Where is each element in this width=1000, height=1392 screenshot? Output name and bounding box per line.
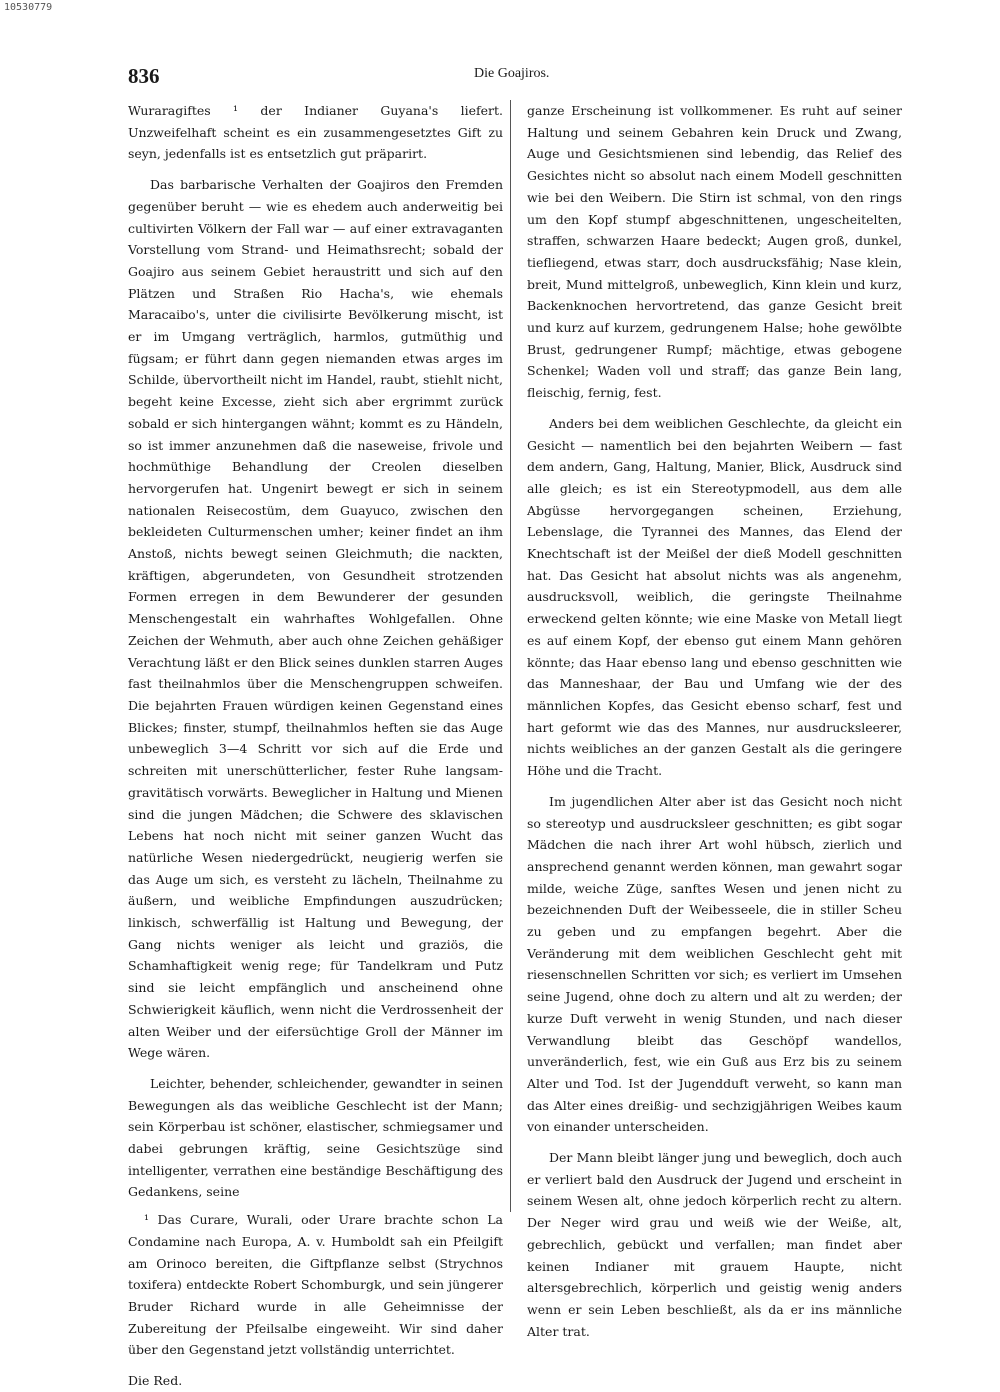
right-column bbox=[527, 100, 902, 1342]
running-head: Die Goajiros. bbox=[474, 66, 550, 81]
paragraph: Im jugendlichen Alter aber ist das Gesicht noch nicht so stereotyp und ausdrucksleer geschnitten; es gibt sogar Mädchen die nach ihrer Art wohl hübsch, zierlich und ansprechend genannt werden können, man gewahrt sogar milde, weiche Züge, sanftes Wesen und jenen nicht zu bezeichnenden Duft der Weibesseele, die in stiller Scheu zu geben und zu empfangen begehrt. Aber die Veränderung mit dem weiblichen Geschlecht geht mit riesenschnellen Schritten vor sich; es verliert im Umsehen seine Jugend, ohne doch zu altern und alt zu werden; der kurze Duft verweht in wenig Stunden, und nach dieser Verwandlung bleibt das Geschöpf wandellos, unveränderlich, fest, wie ein Guß aus Erz bis zu seinem Alter und Tod. Ist der Jugendduft verweht, so kann man das Alter eines dreißig- und sechzigjährigen Weibes kaum von einander unterscheiden. bbox=[527, 793, 902, 1135]
paragraph: Leichter, behender, schleichender, gewandter in seinen Bewegungen als das weibliche Geschlecht ist der Mann; sein Körperbau ist schöner, elastischer, schmiegsamer und dabei gebrungen kräftig, seine Gesichtszüge sind intelligenter, verrathen eine beständige Beschäftigung des Gedankens, seine bbox=[128, 1075, 503, 1200]
paragraph: ganze Erscheinung ist vollkommener. Es ruht auf seiner Haltung und seinem Gebahren kein Druck und Zwang, Auge und Gesichtsmienen sind lebendig, das Relief des Gesichtes nicht so absolut nach einem Modell geschnitten wie bei den Weibern. Die Stirn ist schmal, von den rings um den Kopf stumpf abgeschnittenen, ungescheitelten, straffen, schwarzen Haare bedeckt; Augen groß, dunkel, tiefliegend, etwas starr, doch ausdrucksfähig; Nase klein, breit, Mund mittelgroß, unbeweglich, Kinn klein und kurz, Backenknochen hervortretend, das ganze Gesicht breit und kurz auf kurzem, gedrungenem Halse; hohe gewölbte Brust, gedrungener Rumpf; mächtige, etwas gebogene Schenkel; Waden voll und straff; das ganze Bein lang, fleischig, fernig, fest. bbox=[527, 103, 902, 401]
footnote: ¹ Das Curare, Wurali, oder Urare brachte schon La Condamine nach Europa, A. v. Humboldt sah ein Pfeilgift am Orinoco bereiten, die Giftpflanze selbst (Strychnos toxifera) entdeckte Robert Schomburgk, und sein jüngerer Bruder Richard wurde in alle Geheimnisse der Zubereitung der Pfeilsalbe eingeweiht. Wir sind daher über den Gegenstand jetzt vollständig unterrichtet. bbox=[128, 1212, 503, 1358]
paragraph: Anders bei dem weiblichen Geschlechte, da gleicht ein Gesicht — namentlich bei den bejahrten Weibern — fast dem andern, Gang, Haltung, Manier, Blick, Ausdruck sind alle gleich; es ist ein Stereotypmodell, aus dem alle Abgüsse hervorgegangen scheinen, Erziehung, Lebenslage, die Tyrannei des Mannes, das Elend der Knechtschaft ist der Meißel der dieß Modell geschnitten hat. Das Gesicht hat absolut nichts was als angenehm, ausdrucksvoll, weiblich, die geringste Theilnahme erweckend gelten könnte; wie eine Maske von Metall liegt es auf einem Kopf, der ebenso gut einem Mann gehören könnte; das Haar ebenso lang und ebenso geschnitten wie das Manneshaar, der Bau und Umfang wie der des männlichen Kopfes, das Gesicht ebenso scharf, fest und hart geformt wie das des Mannes, nur ausdrucksleerer, nichts weibliches an der ganzen Gestalt als die geringere Höhe und die Tracht. bbox=[527, 415, 902, 779]
paragraph: Das barbarische Verhalten der Goajiros den Fremden gegenüber beruht — wie es ehedem auch anderweitig bei cultivirten Völkern der Fall war — auf einer extravaganten Vorstellung vom Strand- und Heimathsrecht; sobald der Goajiro aus seinem Gebiet heraustritt und sich auf den Plätzen und Straßen Rio Hacha's, wie ehemals Maracaibo's, unter die civilisirte Bevölkerung mischt, ist er im Umgang verträglich, harmlos, gutmüthig und fügsam; er führt dann gegen niemanden etwas arges im Schilde, übervortheilt nicht im Handel, raubt, stiehlt nicht, begeht keine Excesse, zieht sich aber ergrimmt zurück sobald er sich hintergangen wähnt; kommt es zu Händeln, so ist immer anzunehmen daß die naseweise, frivole und hochmüthige Behandlung der Creolen dieselben hervorgerufen hat. Ungenirt bewegt er sich in seinem nationalen Reisecostüm, dem Guayuco, zwischen den bekleideten Culturmenschen umher; keiner findet an ihm Anstoß, nichts bewegt seinen Gleichmuth; die nackten, kräftigen, abgerundeten, von Gesundheit strotzenden Formen erregen in dem Bewunderer der gesunden Menschengestalt ein wahrhaftes Wohlgefallen. Ohne Zeichen der Wehmuth, aber auch ohne Zeichen gehäßiger Verachtung läßt er den Blick seines dunklen starren Auges fast theilnahmlos über die Menschengruppen schweifen. Die bejahrten Frauen würdigen keinen Gegenstand eines Blickes; finster, stumpf, theilnahmlos heften sie das Auge unbeweglich 3—4 Schritt vor sich auf die Erde und schreiten mit unerschütterlicher, fester Ruhe langsam-gravitätisch vorwärts. Beweglicher in Haltung und Mienen sind die jungen Mädchen; die Schwere des sklavischen Lebens hat noch nicht mit seiner ganzen Wucht das natürliche Wesen niedergedrückt, neugierig werfen sie das Auge um sich, es versteht zu lächeln, Theilnahme zu äußern, und weibliche Empfindungen auszudrücken; linkisch, schwerfällig ist Haltung und Bewegung, der Gang nichts weniger als leicht und graziös, die Schamhaftigkeit wenig rege; für Tandelkram und Putz sind sie leicht empfänglich und anscheinend ohne Schwierigkeit käuflich, wenn nicht die Verdrossenheit der alten Weiber und der eifersüchtige Groll der Männer im Wege wären. bbox=[128, 177, 503, 1061]
catalog-number: 10530779 bbox=[4, 2, 53, 13]
page-number: 836 bbox=[128, 64, 160, 88]
column-divider bbox=[510, 100, 511, 1212]
paragraph: Der Mann bleibt länger jung und beweglich, doch auch er verliert bald den Ausdruck der Jugend und erscheint in seinem Wesen alt, ohne jedoch körperlich recht zu altern. Der Neger wird grau und weiß wie der Weiße, alt, gebrechlich, gebückt und verfallen; man findet aber keinen Indianer mit grauem Haupte, nicht altersgebrechlich, körperlich und geistig wenig anders wenn er sein Leben beschließt, als da er ins männliche Alter trat. bbox=[527, 1150, 902, 1339]
left-column bbox=[128, 100, 503, 1392]
footnote-signature: Die Red. bbox=[128, 1373, 183, 1389]
paragraph: Wuraragiftes ¹ der Indianer Guyana's liefert. Unzweifelhaft scheint es ein zusammengesetztes Gift zu seyn, jedenfalls ist es entsetzlich gut präparirt. bbox=[128, 103, 503, 162]
